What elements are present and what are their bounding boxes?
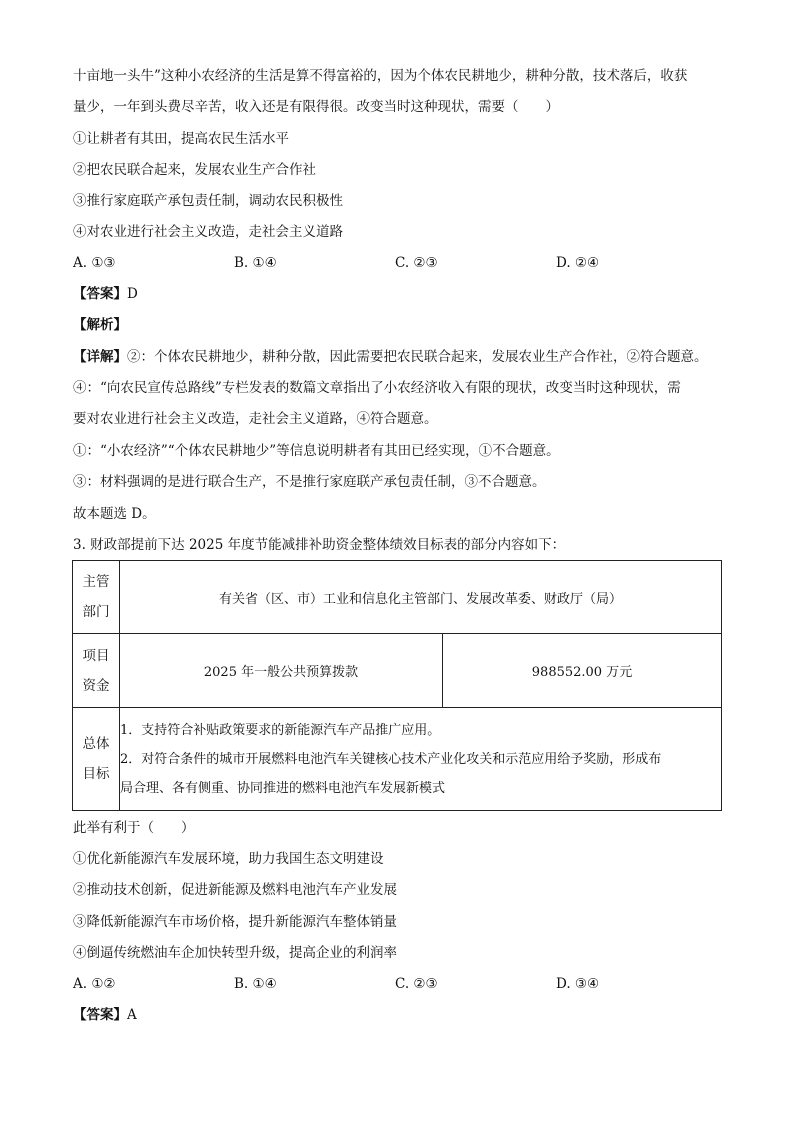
q2-statement-2: ②把农民联合起来，发展农业生产合作社 [73,162,316,178]
q3-options [73,974,723,994]
fund-label-line-2: 资金 [82,677,110,694]
dept-label-line-1: 主管 [82,574,110,590]
performance-goal-table [72,560,722,811]
q2-explanation-5: ③：材料强调的是进行联合生产，不是推行家庭联产承包责任制，③不合题意。 [73,474,546,490]
q2-analysis-tag: 【解析】 [73,317,127,333]
q3-answer-tag: 【答案】 [73,1007,127,1023]
fund-amount: 988552.00 万元 [443,634,722,708]
q3-statement-3: ③降低新能源汽车市场价格，提升新能源汽车整体销量 [73,914,397,930]
q2-answer-tag: 【答案】 [73,286,127,302]
fund-name: 2025 年一般公共预算拨款 [120,634,443,708]
goal-content [120,708,722,811]
q2-statement-4: ④对农业进行社会主义改造，走社会主义道路 [73,224,343,240]
goal-item-2-line-2: 局合理、各有侧重、协同推进的燃料电池汽车发展新模式 [120,780,446,796]
q3-option-c: C. ②③ [395,976,438,992]
goal-label-line-1: 总体 [82,736,110,752]
q2-stem-line-2: 量少，一年到头费尽辛苦，收入还是有限得很。改变当时这种现状，需要（ ） [73,99,559,115]
q3-statement-4: ④倒逼传统燃油车企加快转型升级，提高企业的利润率 [73,945,397,961]
q3-question: 此举有利于（ ） [73,820,195,836]
q2-statement-1: ①让耕者有其田，提高农民生活水平 [73,131,289,147]
table-row-dept [73,561,722,634]
goal-item-2-line-1: 2．对符合条件的城市开展燃料电池汽车关键核心技术产业化攻关和示范应用给予奖励，形成布 [120,751,662,767]
q3-answer-value: A [127,1007,137,1023]
table-row-goal [73,708,722,811]
q2-explanation-1 [73,347,708,367]
dept-label-line-2: 部门 [82,604,110,620]
q2-options [73,253,723,273]
goal-label-line-2: 目标 [82,766,110,782]
goal-label [73,708,120,811]
q2-answer [73,284,138,304]
q3-option-b: B. ①④ [234,976,277,992]
q2-explanation-3: 要对农业进行社会主义改造，走社会主义道路，④符合题意。 [73,411,438,427]
q3-stem: 3. 财政部提前下达 2025 年度节能减排补助资金整体绩效目标表的部分内容如下： [73,537,566,553]
table-row-fund [73,634,722,708]
q2-explanation-2: ④：“向农民宣传总路线”专栏发表的数篇文章指出了小农经济收入有限的现状，改变当时这种现状，需 [73,380,681,396]
q3-statement-1: ①优化新能源汽车发展环境，助力我国生态文明建设 [73,851,384,867]
q2-explanation-6: 故本题选 D。 [73,506,156,522]
q2-detail-tag: 【详解】 [73,349,127,365]
dept-value: 有关省（区、市）工业和信息化主管部门、发展改革委、财政厅（局） [120,561,722,634]
q2-option-a: A. ①③ [73,255,116,271]
q2-explanation-4: ①：“小农经济”“个体农民耕地少”等信息说明耕者有其田已经实现，①不合题意。 [73,443,560,459]
q2-option-b: B. ①④ [234,255,277,271]
q2-answer-value: D [127,286,138,302]
dept-label [73,561,120,634]
q2-explanation-1-text: ②：个体农民耕地少，耕种分散，因此需要把农民联合起来，发展农业生产合作社，②符合题意。 [127,349,708,365]
q2-option-d: D. ②④ [556,255,600,271]
fund-label-line-1: 项目 [82,647,110,664]
fund-label [73,634,120,708]
q2-option-c: C. ②③ [395,255,438,271]
q2-statement-3: ③推行家庭联产承包责任制，调动农民积极性 [73,193,343,209]
q3-answer [73,1005,137,1025]
q2-stem-line-1: 十亩地一头牛”这种小农经济的生活是算不得富裕的，因为个体农民耕地少，耕种分散，技术落后，收获 [73,68,688,84]
goal-item-1: 1．支持符合补贴政策要求的新能源汽车产品推广应用。 [120,722,441,738]
q3-option-a: A. ①② [73,976,116,992]
q3-option-d: D. ③④ [556,976,600,992]
q3-statement-2: ②推动技术创新，促进新能源及燃料电池汽车产业发展 [73,882,397,898]
